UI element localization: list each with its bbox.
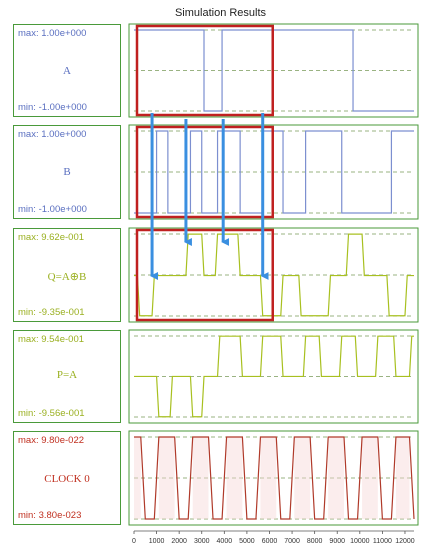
x-tick-label: 4000 bbox=[216, 538, 233, 545]
x-tick-label: 5000 bbox=[239, 538, 255, 545]
x-tick-label: 8000 bbox=[306, 538, 323, 545]
clock-high-shade bbox=[159, 437, 175, 519]
clock-high-shade bbox=[294, 437, 310, 519]
max-value: max: 9.80e-022 bbox=[18, 435, 85, 446]
signal-name: B bbox=[63, 166, 71, 178]
clock-high-shade bbox=[134, 437, 141, 519]
x-tick-label: 11000 bbox=[372, 538, 392, 545]
signal-name: P=A bbox=[56, 369, 78, 381]
x-tick-label: 10000 bbox=[350, 538, 370, 545]
max-value: max: 1.00e+000 bbox=[18, 129, 87, 140]
x-tick-label: 0 bbox=[132, 538, 136, 545]
x-tick-label: 9000 bbox=[329, 538, 346, 545]
page-title: Simulation Results bbox=[174, 7, 267, 19]
signal-name: Q=A⊕B bbox=[47, 271, 87, 283]
min-value: min: -9.56e-001 bbox=[18, 408, 85, 419]
x-tick-label: 1000 bbox=[148, 538, 165, 545]
x-tick-label: 6000 bbox=[261, 538, 278, 545]
min-value: min: -1.00e+000 bbox=[18, 204, 87, 215]
x-tick-label: 3000 bbox=[193, 538, 210, 545]
signal-name: A bbox=[63, 65, 71, 77]
clock-high-shade bbox=[396, 437, 410, 519]
clock-high-shade bbox=[260, 437, 276, 519]
x-tick-label: 12000 bbox=[395, 538, 415, 545]
max-value: max: 9.54e-001 bbox=[18, 334, 85, 345]
clock-high-shade bbox=[193, 437, 209, 519]
max-value: max: 1.00e+000 bbox=[18, 28, 87, 39]
min-value: min: 3.80e-023 bbox=[18, 510, 82, 521]
x-tick-label: 7000 bbox=[284, 538, 300, 545]
clock-high-shade bbox=[362, 437, 378, 519]
min-value: min: -1.00e+000 bbox=[18, 102, 87, 113]
min-value: min: -9.35e-001 bbox=[18, 307, 85, 318]
signal-name: CLOCK 0 bbox=[44, 473, 90, 485]
clock-high-shade bbox=[328, 437, 344, 519]
clock-high-shade bbox=[227, 437, 243, 519]
x-tick-label: 2000 bbox=[171, 538, 187, 545]
max-value: max: 9.62e-001 bbox=[18, 232, 85, 243]
